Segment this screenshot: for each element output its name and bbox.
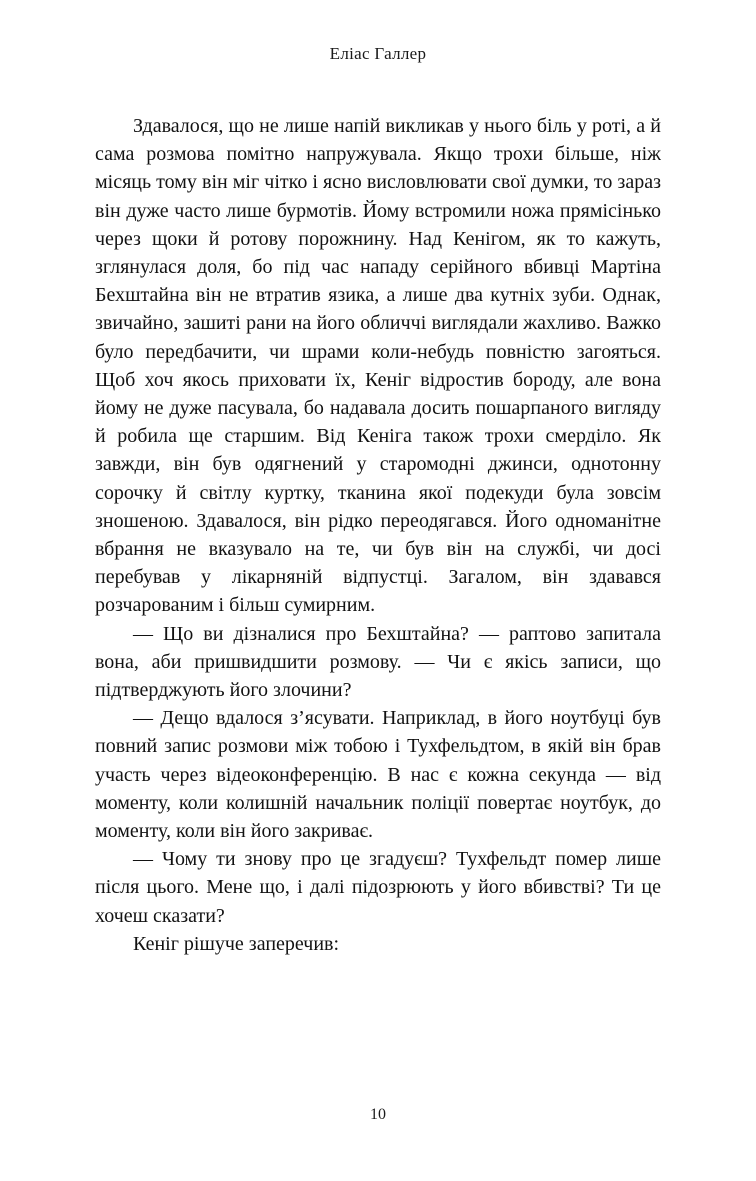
paragraph-narrative: Кеніг рішуче заперечив: xyxy=(133,932,340,955)
body-text xyxy=(95,112,661,958)
paragraph-dialogue: — Що ви дізналися про Бехштайна? — раптово запитала вона, аби пришвидшити розмову. — Чи є якісь записи, що підтверджують його злочини? xyxy=(95,622,661,702)
paragraph-dialogue: — Чому ти знову про це згадуєш? Тухфельдт помер лише після цього. Мене що, і далі підозрюють у його вбивстві? Ти це хочеш сказати? xyxy=(95,848,661,927)
running-header-author: Еліас Галлер xyxy=(329,44,427,63)
paragraph-narrative: Здавалося, що не лише напій викликав у нього біль у роті, а й сама розмова помітно напружувала. Якщо трохи більше, ніж місяць тому він міг чітко і ясно висловлювати свої думки, то зараз він дуже часто лише бурмотів. Йому встромили ножа прямісінько через щоки й ротову порожнину. Над Кенігом, як то кажуть, зглянулася доля, бо під час нападу серійного вбивці Мартіна Бехштайна він не втратив язика, а лише два кутніх зуби. Однак, звичайно, зашиті рани на його обличчі виглядали жахливо. Важко було передбачити, чи шрами коли-небудь повністю загояться. Щоб хоч якось приховати їх, Кеніг відростив бороду, але вона йому не дуже пасувала, бо надавала досить пошарпаного вигляду й робила ще старшим. Від Кеніга також трохи смерділо. Як завжди, він був одягнений у старомодні джинси, однотонну сорочку й світлу куртку, тканина якої подекуди була зовсім зношеною. Здавалося, він рідко переодягався. Його одноманітне вбрання не вказувало на те, чи був він на службі, чи досі перебував у лікарняній відпустці. Загалом, він здавався розчарованим і більш сумирним. xyxy=(95,115,661,617)
paragraph-dialogue: — Дещо вдалося з’ясувати. Наприклад, в його ноутбуці був повний запис розмови між тобою і Тухфельдтом, в якій він брав участь через відеоконференцію. В нас є кожна секунда — від моменту, коли колишній начальник поліції повертає ноутбук, до моменту, коли він його закриває. xyxy=(95,707,661,843)
page-number: 10 xyxy=(370,1106,386,1123)
